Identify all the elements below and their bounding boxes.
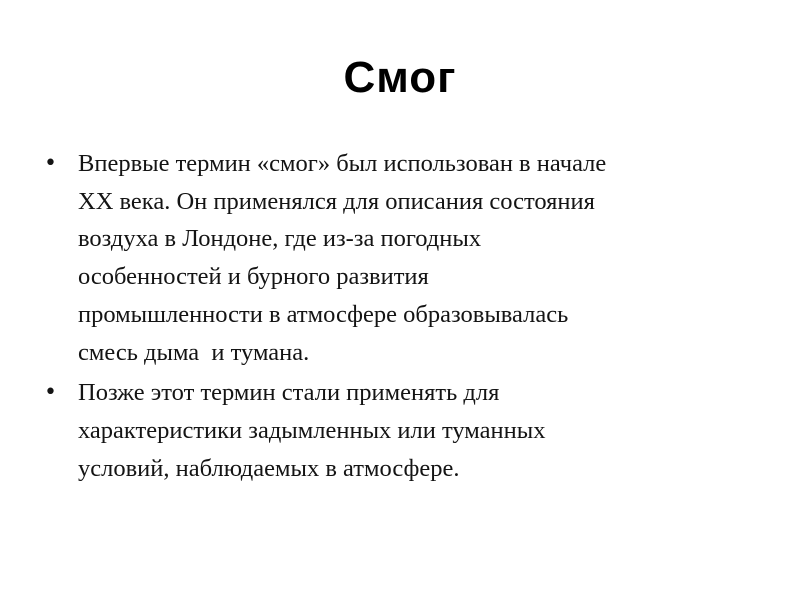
bullet-line: промышленности в атмосфере образовывалась	[78, 300, 569, 328]
bullet-list	[40, 145, 760, 490]
bullet-item	[40, 374, 760, 487]
bullet-line: Позже этот термин стали применять для	[78, 379, 500, 407]
bullet-line: условий, наблюдаемых в атмосфере.	[78, 454, 460, 482]
bullet-dot-icon: •	[44, 380, 57, 406]
bullet-line: особенностей и бурного развития	[78, 263, 429, 291]
bullet-dot-icon: •	[44, 151, 57, 176]
bullet-line: характеристики задымленных или туманных	[78, 416, 546, 444]
bullet-item	[40, 145, 760, 371]
bullet-line: воздуха в Лондоне, где из-за погодных	[78, 225, 482, 253]
bullet-line: XX века. Он применялся для описания состояния	[78, 187, 595, 215]
slide-title: Смог	[343, 53, 457, 102]
bullet-line: смесь дыма и тумана.	[78, 338, 310, 366]
bullet-line: Впервые термин «смог» был использован в начале	[78, 150, 607, 177]
